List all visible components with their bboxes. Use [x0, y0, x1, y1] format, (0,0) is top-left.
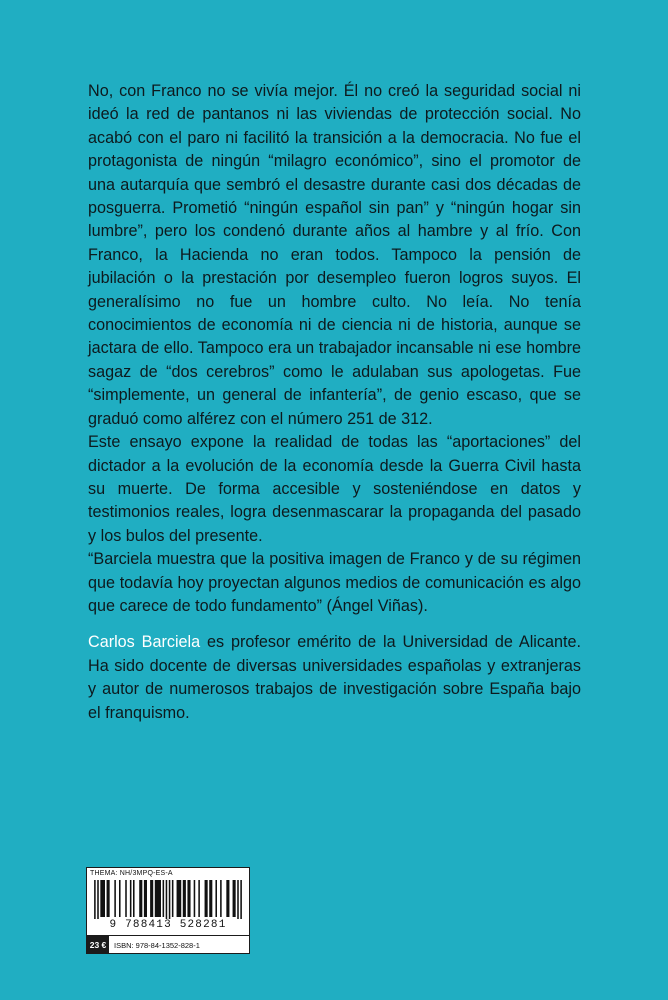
- barcode-bar-3: [107, 880, 110, 917]
- quote-paragraph: “Barciela muestra que la positiva imagen de Franco y de su régimen que todavía hoy proyectan algunos medios de comunicación es algo que carece de todo fundamento” (Ángel Viñas).: [88, 550, 581, 615]
- back-cover-text: [88, 80, 581, 725]
- barcode-bar-10: [144, 880, 147, 917]
- barcode-bar-29: [240, 880, 242, 922]
- barcode-bar-28: [237, 880, 239, 922]
- barcode-bar-14: [166, 880, 168, 922]
- synopsis-paragraph-2: Este ensayo expone la realidad de todas las “aportaciones” del dictador a la evolución de la economía desde la Guerra Civil hasta su muerte. De forma accesible y sosteniéndose en datos y testimonios reales, logra desenmascarar la propaganda del pasado y los bulos del presente.: [88, 433, 581, 545]
- barcode-bar-8: [133, 880, 135, 917]
- barcode-bar-0: [94, 880, 96, 922]
- barcode-bar-26: [226, 880, 229, 917]
- barcode-bar-7: [130, 880, 132, 917]
- barcode-icon: [91, 880, 245, 922]
- barcode-bar-5: [119, 880, 121, 917]
- ean-number: 9 788413 528281: [87, 919, 249, 931]
- barcode-bar-9: [139, 880, 142, 917]
- author-bio: [88, 631, 581, 725]
- price-tag: 23 €: [87, 936, 109, 954]
- barcode-bar-13: [163, 880, 165, 917]
- barcode-bar-27: [233, 880, 236, 917]
- thema-code: THEMA: NH/3MPQ-ES-A: [90, 870, 173, 877]
- author-bio-text: es profesor emérito de la Universidad de Alicante. Ha sido docente de diversas universidades españolas y extranjeras y autor de numerosos trabajos de investigación sobre España bajo el franquismo.: [88, 633, 581, 722]
- price-isbn-row: [87, 935, 249, 954]
- barcode-bar-19: [187, 880, 190, 917]
- barcode-bar-25: [220, 880, 222, 917]
- barcode-bar-6: [125, 880, 127, 917]
- barcode-bar-21: [198, 880, 200, 917]
- barcode-bar-22: [205, 880, 208, 917]
- barcode-bar-17: [177, 880, 182, 917]
- barcode-bar-4: [114, 880, 116, 917]
- barcode-bar-11: [150, 880, 153, 917]
- barcode-bar-18: [183, 880, 186, 917]
- isbn-number: ISBN: 978-84-1352-828-1: [114, 940, 200, 950]
- barcode-bar-20: [194, 880, 196, 917]
- barcode-bar-16: [172, 880, 174, 917]
- barcode-bar-12: [155, 880, 161, 917]
- author-name: Carlos Barciela: [88, 633, 201, 652]
- barcode-bar-15: [169, 880, 171, 922]
- barcode-label: [86, 867, 250, 954]
- barcode-bar-1: [97, 880, 99, 922]
- barcode-bar-24: [215, 880, 217, 917]
- barcode-bar-2: [100, 880, 105, 917]
- barcode-bar-23: [209, 880, 212, 917]
- synopsis-paragraph-1: No, con Franco no se vivía mejor. Él no creó la seguridad social ni ideó la red de pantanos ni las viviendas de protección social. No acabó con el paro ni facilitó la transición a la democracia. No fue el protagonista de ningún “milagro económico”, sino el promotor de una autarquía que sembró el desastre durante casi dos décadas de posguerra. Prometió “ningún español sin pan” y “ningún hogar sin lumbre”, pero los condenó durante años al hambre y al frío. Con Franco, la Hacienda no eran todos. Tampoco la pensión de jubilación o la prestación por desempleo fueron logros suyos. El generalísimo no fue un hombre culto. No leía. No tenía conocimientos de economía ni de ciencia ni de historia, aunque se jactara de ello. Tampoco era un trabajador incansable ni ese hombre sagaz de “dos cerebros” como le adulaban sus apologetas. Fue “simplemente, un general de infantería”, de genio escaso, que se graduó como alférez con el número 251 de 312.: [88, 82, 581, 428]
